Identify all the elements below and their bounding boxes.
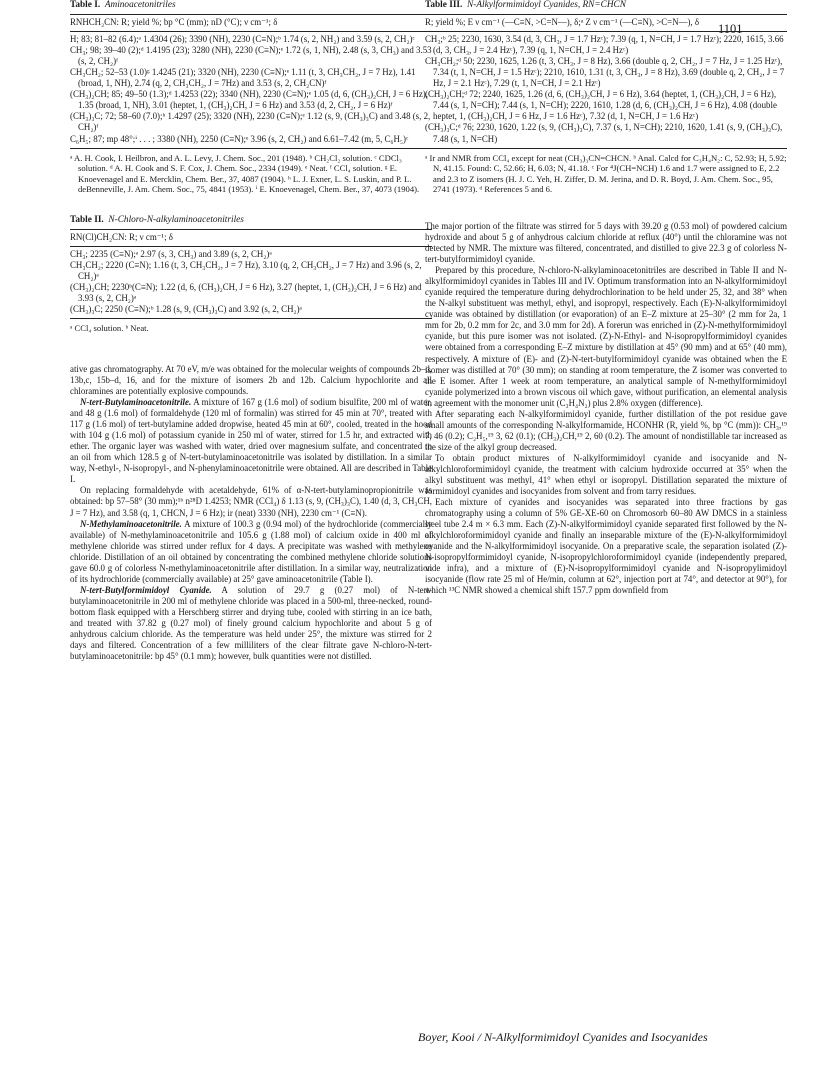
page-number: 1101	[718, 22, 743, 36]
table-1-row: CH₃; 98; 39–40 (2);ᵈ 1.4195 (23); 3280 (NH), 2230 (C≡N);ᵉ 1.72 (s, 1, NH), 2.48 (s, 3, CH₃) and 3.53 (s, 2, CH₂)ᶠ	[70, 45, 432, 67]
paragraph-text: On replacing formaldehyde with acetaldehyde, 61% of α-N-tert-butylaminopropionitrile was obtained: bp 57–58° (30 mm);¹ᵇ n²⁸D 1.4253; NMR (CCl₄) δ 1.13 (s, 9, (CH₃)₃C), 1.40 (d, 3, CH₃CH, J = 7 Hz), and 3.58 (q, 1, CHCN, J = 6 Hz); ir (neat) 3330 (NH), 2230 cm⁻¹ (C≡N).	[70, 485, 432, 518]
right-column	[425, 0, 787, 597]
table-1-row: (CH₃)₂CH; 85; 49–50 (1.3);ᵈ 1.4253 (22); 3340 (NH), 2230 (C≡N);ᵉ 1.05 (d, 6, (CH₃)₂CH, J = 6 Hz), 1.35 (broad, 1, NH), 3.01 (heptet, 1, (CH₃)₂CH, J = 6 Hz) and 3.53 (d, 2, CH₂, J = 6 Hz)ᶠ	[70, 89, 428, 111]
paragraph-text: A solution of 29.7 g (0.27 mol) of N-tert-butylaminoacetonitrile in 200 ml of methylene chloride was placed in a 500-ml, three-necked, round-bottom flask equipped with a Herschberg stirrer and drying tube, cooled with stirring in an ice bath, and treated with 37.82 g (0.27 mol) of finely ground calcium hypochlorite and about 5 g of anhydrous calcium chloride. As the temperature was held under 25°, the mixture was stirred for 2 days and filtered. Concentration of a few milliliters of the clear filtrate gave N-chloro-N-tert-butylaminoacetonitrile: bp 45° (0.1 mm); however, bulk quantities were not distilled.	[70, 584, 432, 662]
body-paragraph: The major portion of the filtrate was stirred for 5 days with 39.20 g (0.53 mol) of powdered calcium hydroxide and about 5 g of anhydrous calcium chloride at reflux (40°) until the chloramine was not detected by NMR. The mixture was filtered, concentrated, and distilled to give 22.3 g of colorless N-tert-butylformimidoyl cyanide.	[425, 220, 787, 265]
body-paragraph	[70, 519, 432, 585]
table-3-number: Table III.	[425, 0, 463, 10]
table-1-header: RNHCH₂CN: R; yield %; bp °C (mm); nD (°C); ν cm⁻¹; δ	[70, 17, 278, 28]
table-2-title: N-Chloro-N-alkylaminoacetonitriles	[108, 214, 244, 225]
body-paragraph	[70, 364, 432, 397]
table-2-header: RN(Cl)CH₂CN: R; ν cm⁻¹; δ	[70, 231, 173, 242]
table-3-row: CH₃;ᵇ 25; 2230, 1630, 3.54 (d, 3, CH₃, J = 1.7 Hzᶜ); 7.39 (q, 1, N=CH, J = 1.7 Hzᶜ); 2220, 1615, 3.66 (d, 3, CH₃, J = 2.4 Hzᶜ), 7.39 (q, 1, N=CH, J = 2.4 Hzᶜ)	[425, 34, 784, 56]
table-2-row: (CH₃)₃C; 2250 (C≡N);ᵇ 1.28 (s, 9, (CH₃)₃C) and 3.92 (s, 2, CH₂)ᵃ	[70, 304, 302, 315]
table-1-top-rule	[70, 14, 432, 15]
table-3-footnotes: ᵃ Ir and NMR from CCl₄ except for neat (CH₃)₃CN=CHCN. ᵇ Anal. Calcd for C₃H₄N₂: C, 52.93; H, 5.92; N, 41.15. Found: C, 52.66; H, 6.03; N, 41.18. ᶜ For ⁴J(CH=NCH) 1.6 and 1.7 were assigned to E, 2.2 and 2.3 to Z isomers (H. J. C. Yeh, H. Ziffer, D. M. Jerina, and D. R. Boyd, J. Am. Chem. Soc., 95, 2741 (1973). ᵈ References 5 and 6.	[425, 152, 787, 195]
table-1-row: CH₃CH₂; 52–53 (1.0)ᵍ 1.4245 (21); 3320 (NH), 2230 (C≡N);ᵉ 1.11 (t, 3, CH₃CH₂, J = 7 Hz), 1.41 (broad, 1, NH), 2.74 (q, 2, CH₃CH₂, J = 7Hz) and 3.53 (s, 2, CH₂CN)ᶠ	[70, 67, 416, 89]
table-3-row: (CH₃)₃C;ᵈ 76; 2230, 1620, 1.22 (s, 9, (CH₃)₃C), 7.37 (s, 1, N=CH); 2210, 1620, 1.41 (s, 9, (CH₃)₃C), 7.48 (s, 1, N=CH)	[425, 122, 783, 144]
table-2-row: CH₃CH₂; 2220 (C≡N); 1.16 (t, 3, CH₃CH₂, J = 7 Hz), 3.10 (q, 2, CH₃CH₂, J = 7 Hz) and 3.96 (s, 2, CH₂)ᵃ	[70, 260, 422, 282]
paragraph-text: A mixture of 167 g (1.6 mol) of sodium bisulfite, 200 ml of water, and 48 g (1.6 mol) of formaldehyde (120 ml of formalin) was stirred for 45 min at 70°, treated with 117 g (1.6 mol) of tert-butylamine added dropwise, heated 45 min at 60°, cooled, treated in the hood with 104 g (1.6 mol) of potassium cyanide in 250 ml of water, stirred for 1.5 hr, and extracted with ether. The organic layer was washed with water, dried over magnesium sulfate, and concentrated to an oil from which 128.5 g of N-tert-butylaminoacetonitrile was isolated by distillation. In a similar way, N-ethyl-, N-isopropyl-, and N-phenylaminoacetonitrile were obtained. All are described in Table I.	[70, 397, 432, 485]
running-footer: Boyer, Kooi / N-Alkylformimidoyl Cyanides and Isocyanides	[418, 1030, 708, 1044]
table-2-bottom-rule	[70, 318, 432, 319]
body-paragraph: Each mixture of cyanides and isocyanides was separated into three fractions by gas chromatography using a column of 5% GE-XE-60 on Chromosorb 60–80 AW DMCS in a stainless steel tube 2.4 m × 6.3 mm. Each (Z)-N-alkylformimidoyl cyanide separated first followed by the N-alkylchloroformimidoyl cyanide and finally an inseparable mixture of the (E)-N-alkylformimidoyl cyanide and the N-alkylformimidoyl isocyanide. On a preparative scale, the separation isolated (Z)-N-isopropylformimidoyl cyanide, N-isopropylchloroformimidoyl cyanide (independently prepared, vide infra), and a mixture of (E)-N-isopropylformimidoyl cyanide and N-isopropylimidoyl isocyanide (flow rate 25 ml of He/min, column at 62°, injection port at 74°, and detector at 90°), for which ¹³C NMR showed a chemical shift 157.7 ppm downfield from	[425, 497, 787, 596]
body-paragraph: After separating each N-alkylformimidoyl cyanide, further distillation of the pot residue gave small amounts of the corresponding N-alkylformamide, HCONHR (R, yield %, bp °C (mm)): CH₃,¹⁹ 7, 46 (0.2); C₂H₅,¹⁹ 3, 62 (0.1); (CH₃)₂CH,¹⁹ 2, 60 (0.2). The amount of nondistillable tar increased as the size of the alkyl group decreased.	[425, 408, 787, 452]
body-paragraph: Prepared by this procedure, N-chloro-N-alkylaminoacetonitriles are described in Table II and N-alkylformimidoyl cyanides in Tables III and IV. Optimum transformation into an N-alkylformimidoyl cyanide required the temperature during dehydrochlorination to be held under 25, 32, and 38° when the N-alkyl substituent was methyl, ethyl, and isopropyl, respectively. Each (E)-N-alkylformimidoyl cyanide was obtained by distillation (or evaporation) of an E–Z mixture at 25–30° (2 mm for 2a, 1 mm for 2b, 0.2 mm for 2c, and 3.0 mm for 2d). A forerun was enriched in (Z)-N-methylformimidoyl cyanide, but this pure isomer was not isolated. (Z)-N-Ethyl- and N-isopropylformimidoyl cyanides were obtained from a corresponding E–Z mixture by distillation at 45° (90 mm) and at 65° (40 mm), respectively. A mixture of (E)- and (Z)-N-tert-butylformimidoyl cyanide was obtained when the E isomer was distilled at 70° (30 mm); on standing at room temperature, the Z isomer was converted to the E isomer. After 1 week at room temperature, an analytical sample of N-methylformimidoyl cyanide polymerized into a brown viscous oil which gave, without purification, an elemental analysis in agreement with the monomer unit (C₃H₄N₂) plus 2.8% oxygen (difference).	[425, 265, 787, 408]
table-3-row: (CH₃)₂CH;ᵈ 72; 2240, 1625, 1.26 (d, 6, (CH₃)₂CH, J = 6 Hz), 3.64 (heptet, 1, (CH₃)₂CH, J = 6 Hz), 7.44 (s, 1, N=CH); 7.44 (s, 1, N=CH); 2220, 1610, 1.28 (d, 6, (CH₃)₂CH, J = 6 Hz), 4.08 (double heptet, 1, (CH₃)₂CH, J = 6 Hz, J = 1.6 Hzᶜ), 7.32 (d, 1, N=CH, J = 1.6 Hzᶜ)	[425, 89, 777, 122]
table-3-bottom-rule	[425, 148, 787, 149]
table-3-title: N-Alkylformimidoyl Cyanides, RN=CHCN	[467, 0, 626, 10]
run-in-heading: N-tert-Butylformimidoyl Cyanide.	[80, 584, 212, 595]
run-in-heading: N-Methylaminoacetonitrile.	[80, 518, 182, 529]
table-1	[70, 0, 432, 195]
table-3-header: R; yield %; E ν cm⁻¹ (—C≡N, >C=N—), δ;ᵃ Z ν cm⁻¹ (—C≡N), >C=N—), δ	[425, 17, 700, 28]
table-1-footnotes: ᵃ A. H. Cook, I. Heilbron, and A. L. Levy, J. Chem. Soc., 201 (1948). ᵇ CH₂Cl₂ solution. ᶜ CDCl₃ solution. ᵈ A. H. Cook and S. F. Cox, J. Chem. Soc., 2334 (1949). ᵉ Neat. ᶠ CCl₄ solution. ᵍ E. Knoevenagel and E. Mercklin, Chem. Ber., 37, 4087 (1904). ʰ L. J. Exner, L. S. Luskin, and P. L. deBenneville, J. Am. Chem. Soc., 75, 4841 (1953). ⁱ E. Knoevenagel, Chem. Ber., 37, 4073 (1904).	[70, 152, 420, 195]
table-1-row: H; 83; 81–82 (6.4);ᵃ 1.4304 (26); 3390 (NH), 2230 (C≡N);ᵇ 1.74 (s, 2, NH₂) and 3.59 (s, 2, CH₂)ᶜ	[70, 34, 415, 45]
table-2-caption	[70, 215, 432, 226]
paragraph-text: A mixture of 100.3 g (0.94 mol) of the hydrochloride (commercially available) of N-methylaminoacetonitrile and 105.6 g (1.88 mol) of calcium oxide in 400 ml of methylene chloride was stirred under reflux for 4 days. A precipitate was washed with methylene chloride. Distillation of an oil obtained by concentrating the combined methylene chloride solutions gave 60.0 g of colorless N-methylaminoacetonitrile after distillation. In a similar way, neutralization of its hydrochloride (commercially available) at 25° gave aminoacetonitrile (Table I).	[70, 518, 432, 584]
table-2-header-rule	[70, 246, 432, 247]
table-3-caption	[425, 0, 787, 11]
body-paragraph	[70, 397, 432, 485]
table-2-row: (CH₃)₂CH; 2230ᵇ(C≡N); 1.22 (d, 6, (CH₃)₂CH, J = 6 Hz), 3.27 (heptet, 1, (CH₃)₂CH, J = 6 Hz) and 3.93 (s, 2, CH₂)ᵃ	[70, 282, 422, 304]
table-2-footnotes: ᵃ CCl₄ solution. ᵇ Neat.	[70, 323, 149, 334]
table-1-title: Aminoacetonitriles	[104, 0, 176, 10]
left-column	[70, 0, 432, 662]
table-1-number: Table I.	[70, 0, 101, 10]
right-body-text	[425, 221, 787, 597]
table-1-row: C₆H₅; 87; mp 48°;ⁱ . . . ; 3380 (NH), 2250 (C≡N);ᵉ 3.96 (s, 2, CH₂) and 6.61–7.42 (m, 5, C₆H₅)ᶜ	[70, 133, 409, 144]
table-2-number: Table II.	[70, 214, 104, 225]
table-1-header-rule	[70, 31, 432, 32]
table-1-caption	[70, 0, 432, 11]
table-3-top-rule	[425, 14, 787, 15]
paragraph-text: ative gas chromatography. At 70 eV, m/e was obtained for the molecular weights of compounds 2b–d, 13b,c, 15b–d, 16, and for the mixture of isomers 2b and 12b. Calcium hypochlorite and all chloramines are potentially explosive compounds.	[70, 363, 432, 396]
table-2	[70, 215, 432, 334]
body-paragraph: To obtain product mixtures of N-alkylformimidoyl cyanide and isocyanide and N-alkylchloroformimidoyl cyanide, the treatment with calcium hydroxide occurred at 35° when the alkyl substituent was methyl, 41° when ethyl or isopropyl. Distillation separated the mixture of formimidoyl cyanides and isocyanides from solvent and from tarry residues.	[425, 452, 787, 497]
table-3	[425, 0, 787, 195]
table-1-row: (CH₃)₃C; 72; 58–60 (7.0);ʰ 1.4297 (25); 3320 (NH), 2230 (C≡N);ᵉ 1.12 (s, 9, (CH₃)₃C) and 3.48 (s, 2, CH₂)ᶠ	[70, 111, 431, 133]
table-2-top-rule	[70, 229, 432, 230]
table-1-bottom-rule	[70, 148, 432, 149]
table-3-header-rule	[425, 31, 787, 32]
run-in-heading: N-tert-Butylaminoacetonitrile.	[80, 397, 192, 408]
body-paragraph	[70, 585, 432, 662]
left-body-text	[70, 364, 432, 662]
table-3-row: CH₃CH₂;ᵈ 50; 2230, 1625, 1.26 (t, 3, CH₃, J = 8 Hz), 3.66 (double q, 2, CH₂, J = 7 Hz, J = 1.25 Hzᶜ), 7.34 (t, 1, N=CH, J = 1.5 Hzᶜ); 2210, 1610, 1.31 (t, 3, CH₃, J = 8 Hz), 3.69 (double q, 2, CH₂, J = 7 Hz, J = 2.1 Hzᶜ), 7.29 (t, 1, N=CH, J = 2.1 Hzᶜ)	[425, 56, 785, 89]
body-paragraph	[70, 485, 432, 518]
table-2-row: CH₃; 2235 (C≡N);ᵃ 2.97 (s, 3, CH₃) and 3.89 (s, 2, CH₂)ᵃ	[70, 249, 272, 260]
